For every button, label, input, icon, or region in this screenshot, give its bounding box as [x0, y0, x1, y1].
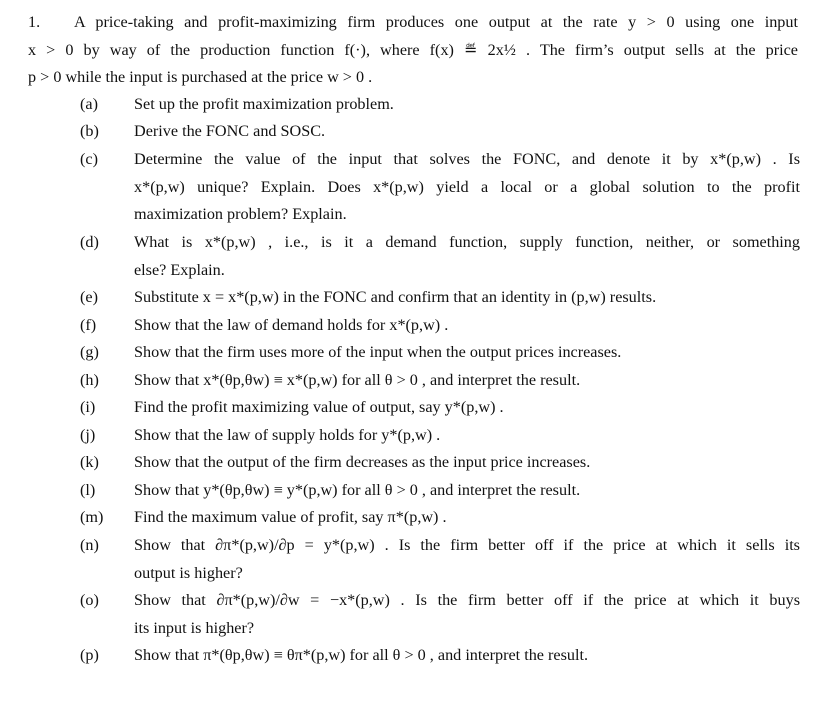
subquestion-label: (i) — [80, 398, 96, 416]
subquestion-text — [134, 449, 800, 477]
subquestion-item — [80, 394, 800, 422]
subquestion-item — [80, 449, 800, 477]
subquestion-text — [134, 312, 800, 340]
subquestion-item — [80, 284, 800, 312]
subquestion-item — [80, 642, 800, 670]
subquestion-line: Determine the value of the input that solves the FONC, and denote it by x*(p,w) . Is — [134, 150, 800, 168]
subquestion-item — [80, 339, 800, 367]
subquestion-line: maximization problem? Explain. — [134, 205, 347, 223]
subquestion-line: Show that the law of supply holds for y*(p,w) . — [134, 426, 441, 444]
subquestion-text — [134, 91, 800, 119]
subquestion-text — [134, 504, 800, 532]
subquestion-item — [80, 91, 800, 119]
subquestion-label: (m) — [80, 508, 104, 526]
subquestion-text — [134, 339, 800, 367]
subquestion-label: (k) — [80, 453, 99, 471]
subquestion-item — [80, 532, 800, 587]
intro-line-text: A price-taking and profit-maximizing firm produces one output at the rate y > 0 using one input — [74, 13, 798, 31]
subquestion-line: its input is higher? — [134, 618, 255, 637]
subquestion-text — [134, 532, 800, 587]
subquestion-line: What is x*(p,w) , i.e., is it a demand function, supply function, neither, or something — [134, 233, 800, 251]
subquestion-label: (f) — [80, 316, 97, 334]
subquestion-line: output is higher? — [134, 563, 243, 582]
intro-line — [28, 9, 798, 37]
subquestion-label: (c) — [80, 150, 98, 168]
subquestion-item — [80, 587, 800, 642]
subquestion-line: Show that ∂π*(p,w)/∂p = y*(p,w) . Is the firm better off if the price at which it sells its — [134, 536, 800, 554]
subquestion-line: Set up the profit maximization problem. — [134, 95, 394, 113]
subquestion-item — [80, 118, 800, 146]
intro-line: p > 0 while the input is purchased at the price w > 0 . — [28, 68, 373, 86]
subquestion-item — [80, 504, 800, 532]
subquestion-line: else? Explain. — [134, 260, 225, 279]
subquestion-label: (j) — [80, 426, 96, 444]
subquestion-item — [80, 367, 800, 395]
subquestion-item — [80, 422, 800, 450]
subquestion-line: Show that ∂π*(p,w)/∂w = −x*(p,w) . Is the firm better off if the price at which it buys — [134, 591, 800, 609]
subquestion-line: Substitute x = x*(p,w) in the FONC and confirm that an identity in (p,w) results. — [134, 288, 657, 306]
question-number: 1. — [28, 13, 41, 31]
problem-intro — [28, 9, 798, 92]
subquestion-text — [134, 367, 800, 395]
subquestion-item — [80, 229, 800, 284]
subquestion-label: (o) — [80, 591, 99, 609]
subquestion-label: (g) — [80, 343, 99, 361]
subquestion-label: (d) — [80, 233, 99, 251]
subquestion-label: (b) — [80, 122, 99, 140]
subquestion-item — [80, 477, 800, 505]
subquestion-line: Show that y*(θp,θw) ≡ y*(p,w) for all θ > 0 , and interpret the result. — [134, 481, 581, 499]
subquestion-line: Show that π*(θp,θw) ≡ θπ*(p,w) for all θ > 0 , and interpret the result. — [134, 646, 589, 664]
subquestion-text — [134, 284, 800, 312]
subquestion-text — [134, 118, 800, 146]
subquestion-item — [80, 312, 800, 340]
subquestion-text — [134, 477, 800, 505]
subquestion-line: x*(p,w) unique? Explain. Does x*(p,w) yield a local or a global solution to the profit — [134, 177, 800, 196]
subquestion-text — [134, 229, 800, 284]
subquestion-text — [134, 587, 800, 642]
subquestion-line: Show that the output of the firm decreases as the input price increases. — [134, 453, 591, 471]
subquestion-line: Find the maximum value of profit, say π*(p,w) . — [134, 508, 447, 526]
subquestion-item — [80, 146, 800, 229]
subquestion-line: Show that x*(θp,θw) ≡ x*(p,w) for all θ > 0 , and interpret the result. — [134, 371, 581, 389]
subquestion-label: (e) — [80, 288, 98, 306]
subquestion-label: (p) — [80, 646, 99, 664]
subquestion-line: Derive the FONC and SOSC. — [134, 122, 326, 140]
subquestion-text — [134, 422, 800, 450]
subquestion-line: Find the profit maximizing value of output, say y*(p,w) . — [134, 398, 504, 416]
intro-line: x > 0 by way of the production function f(·), where f(x) ≝ 2x½ . The firm’s output sells at the price — [28, 40, 798, 59]
subquestion-line: Show that the law of demand holds for x*(p,w) . — [134, 316, 449, 334]
subquestion-label: (a) — [80, 95, 98, 113]
subquestion-label: (h) — [80, 371, 99, 389]
subquestion-text — [134, 146, 800, 229]
subquestion-text — [134, 642, 800, 670]
subquestion-line: Show that the firm uses more of the input when the output prices increases. — [134, 343, 622, 361]
subquestion-label: (n) — [80, 536, 99, 554]
subquestion-label: (l) — [80, 481, 96, 499]
subquestion-text — [134, 394, 800, 422]
